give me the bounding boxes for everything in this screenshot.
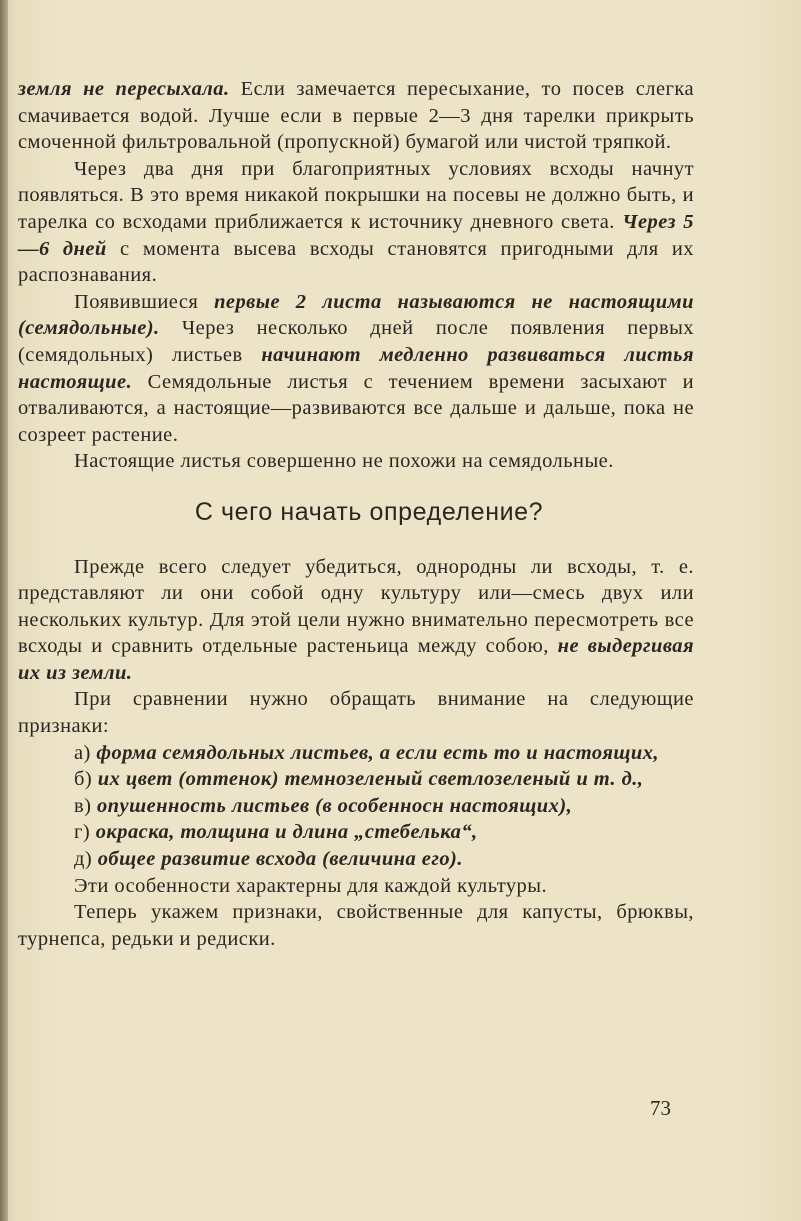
page-spine-edge: [0, 0, 8, 1221]
italic-text: первые 2 листа называются не настоящими (семядольные).: [18, 290, 695, 340]
list-item-text: форма семядольных листьев, а если есть то и настоящих,: [96, 741, 660, 764]
text-run: Появившиеся: [74, 290, 215, 313]
list-item: [18, 819, 694, 846]
list-item-text: опушенность листьев (в особенносн настоящих),: [96, 794, 573, 817]
italic-text: земля не пересыхала.: [18, 78, 230, 100]
body-paragraph: [18, 554, 694, 687]
list-marker: в): [74, 794, 97, 817]
list-item-text: их цвет (оттенок) темнозеленый светлозеленый и т. д.,: [97, 768, 644, 791]
italic-text: начинают медленно развиваться листья настоящие.: [18, 343, 694, 393]
feature-list: [18, 740, 694, 873]
list-item: [18, 846, 694, 873]
list-item: [18, 766, 694, 793]
section-heading: С чего начать определение?: [194, 497, 544, 526]
list-item-text: окраска, толщина и длина „стебелька“,: [95, 821, 478, 844]
list-item: [18, 740, 694, 767]
body-paragraph: [18, 686, 694, 739]
text-run: Теперь укажем признаки, свойственные для капусты, брюквы, турнепса, редьки и редиски.: [18, 901, 694, 950]
page-body: [18, 76, 694, 952]
body-paragraph: [18, 76, 694, 156]
list-marker: б): [74, 768, 98, 791]
page-number: 73: [650, 1096, 671, 1120]
list-marker: д): [74, 848, 98, 871]
body-paragraph: [18, 156, 694, 289]
text-run: Если замечается пересыхание, то посев слегка смачивается водой. Лучше если в первые 2—3 дня тарелки прикрыть смоченной фильтровальной (пропускной) бумагой или чистой тряпкой.: [18, 78, 694, 154]
body-paragraph: [18, 448, 694, 475]
list-item-text: общее развитие всхода (величина его).: [97, 848, 463, 871]
body-paragraph: [18, 289, 694, 449]
list-marker: а): [74, 741, 97, 764]
italic-text: не выдергивая их из земли.: [18, 635, 694, 684]
section-top-paragraphs: [18, 76, 694, 475]
text-run: При сравнении нужно обращать внимание на следующие признаки:: [18, 688, 694, 738]
text-run: с момента высева всходы становятся пригодными для их распознавания.: [18, 237, 695, 287]
section-mid-paragraphs: [18, 554, 694, 740]
list-item: [18, 793, 694, 820]
italic-text: Через 5—6 дней: [18, 210, 694, 260]
list-marker: г): [74, 821, 96, 844]
text-run: Через несколько дней после появления первых (семядольных) листьев: [18, 317, 694, 366]
text-run: Настоящие листья совершенно не похожи на семядольные.: [74, 450, 614, 473]
text-run: Прежде всего следует убедиться, однородны ли всходы, т. е. представляют ли они собой одну культуру или—смесь двух или нескольких культур. Для этой цели нужно внимательно пересмотреть все всходы и сравнить отдельные растеньица между собою,: [18, 555, 694, 658]
text-run: Семядольные листья с течением времени засыхают и отваливаются, а настоящие—развиваются все дальше и дальше, пока не созреет растение.: [18, 370, 694, 446]
text-run: Через два дня при благоприятных условиях всходы начнут появляться. В это время никакой покрышки на посевы не должно быть, и тарелка со всходами приближается к источнику дневного света.: [18, 157, 694, 233]
text-run: Эти особенности характерны для каждой культуры.: [74, 874, 548, 897]
body-paragraph: [18, 899, 694, 952]
section-end-paragraphs: [18, 873, 694, 953]
body-paragraph: [18, 873, 694, 900]
